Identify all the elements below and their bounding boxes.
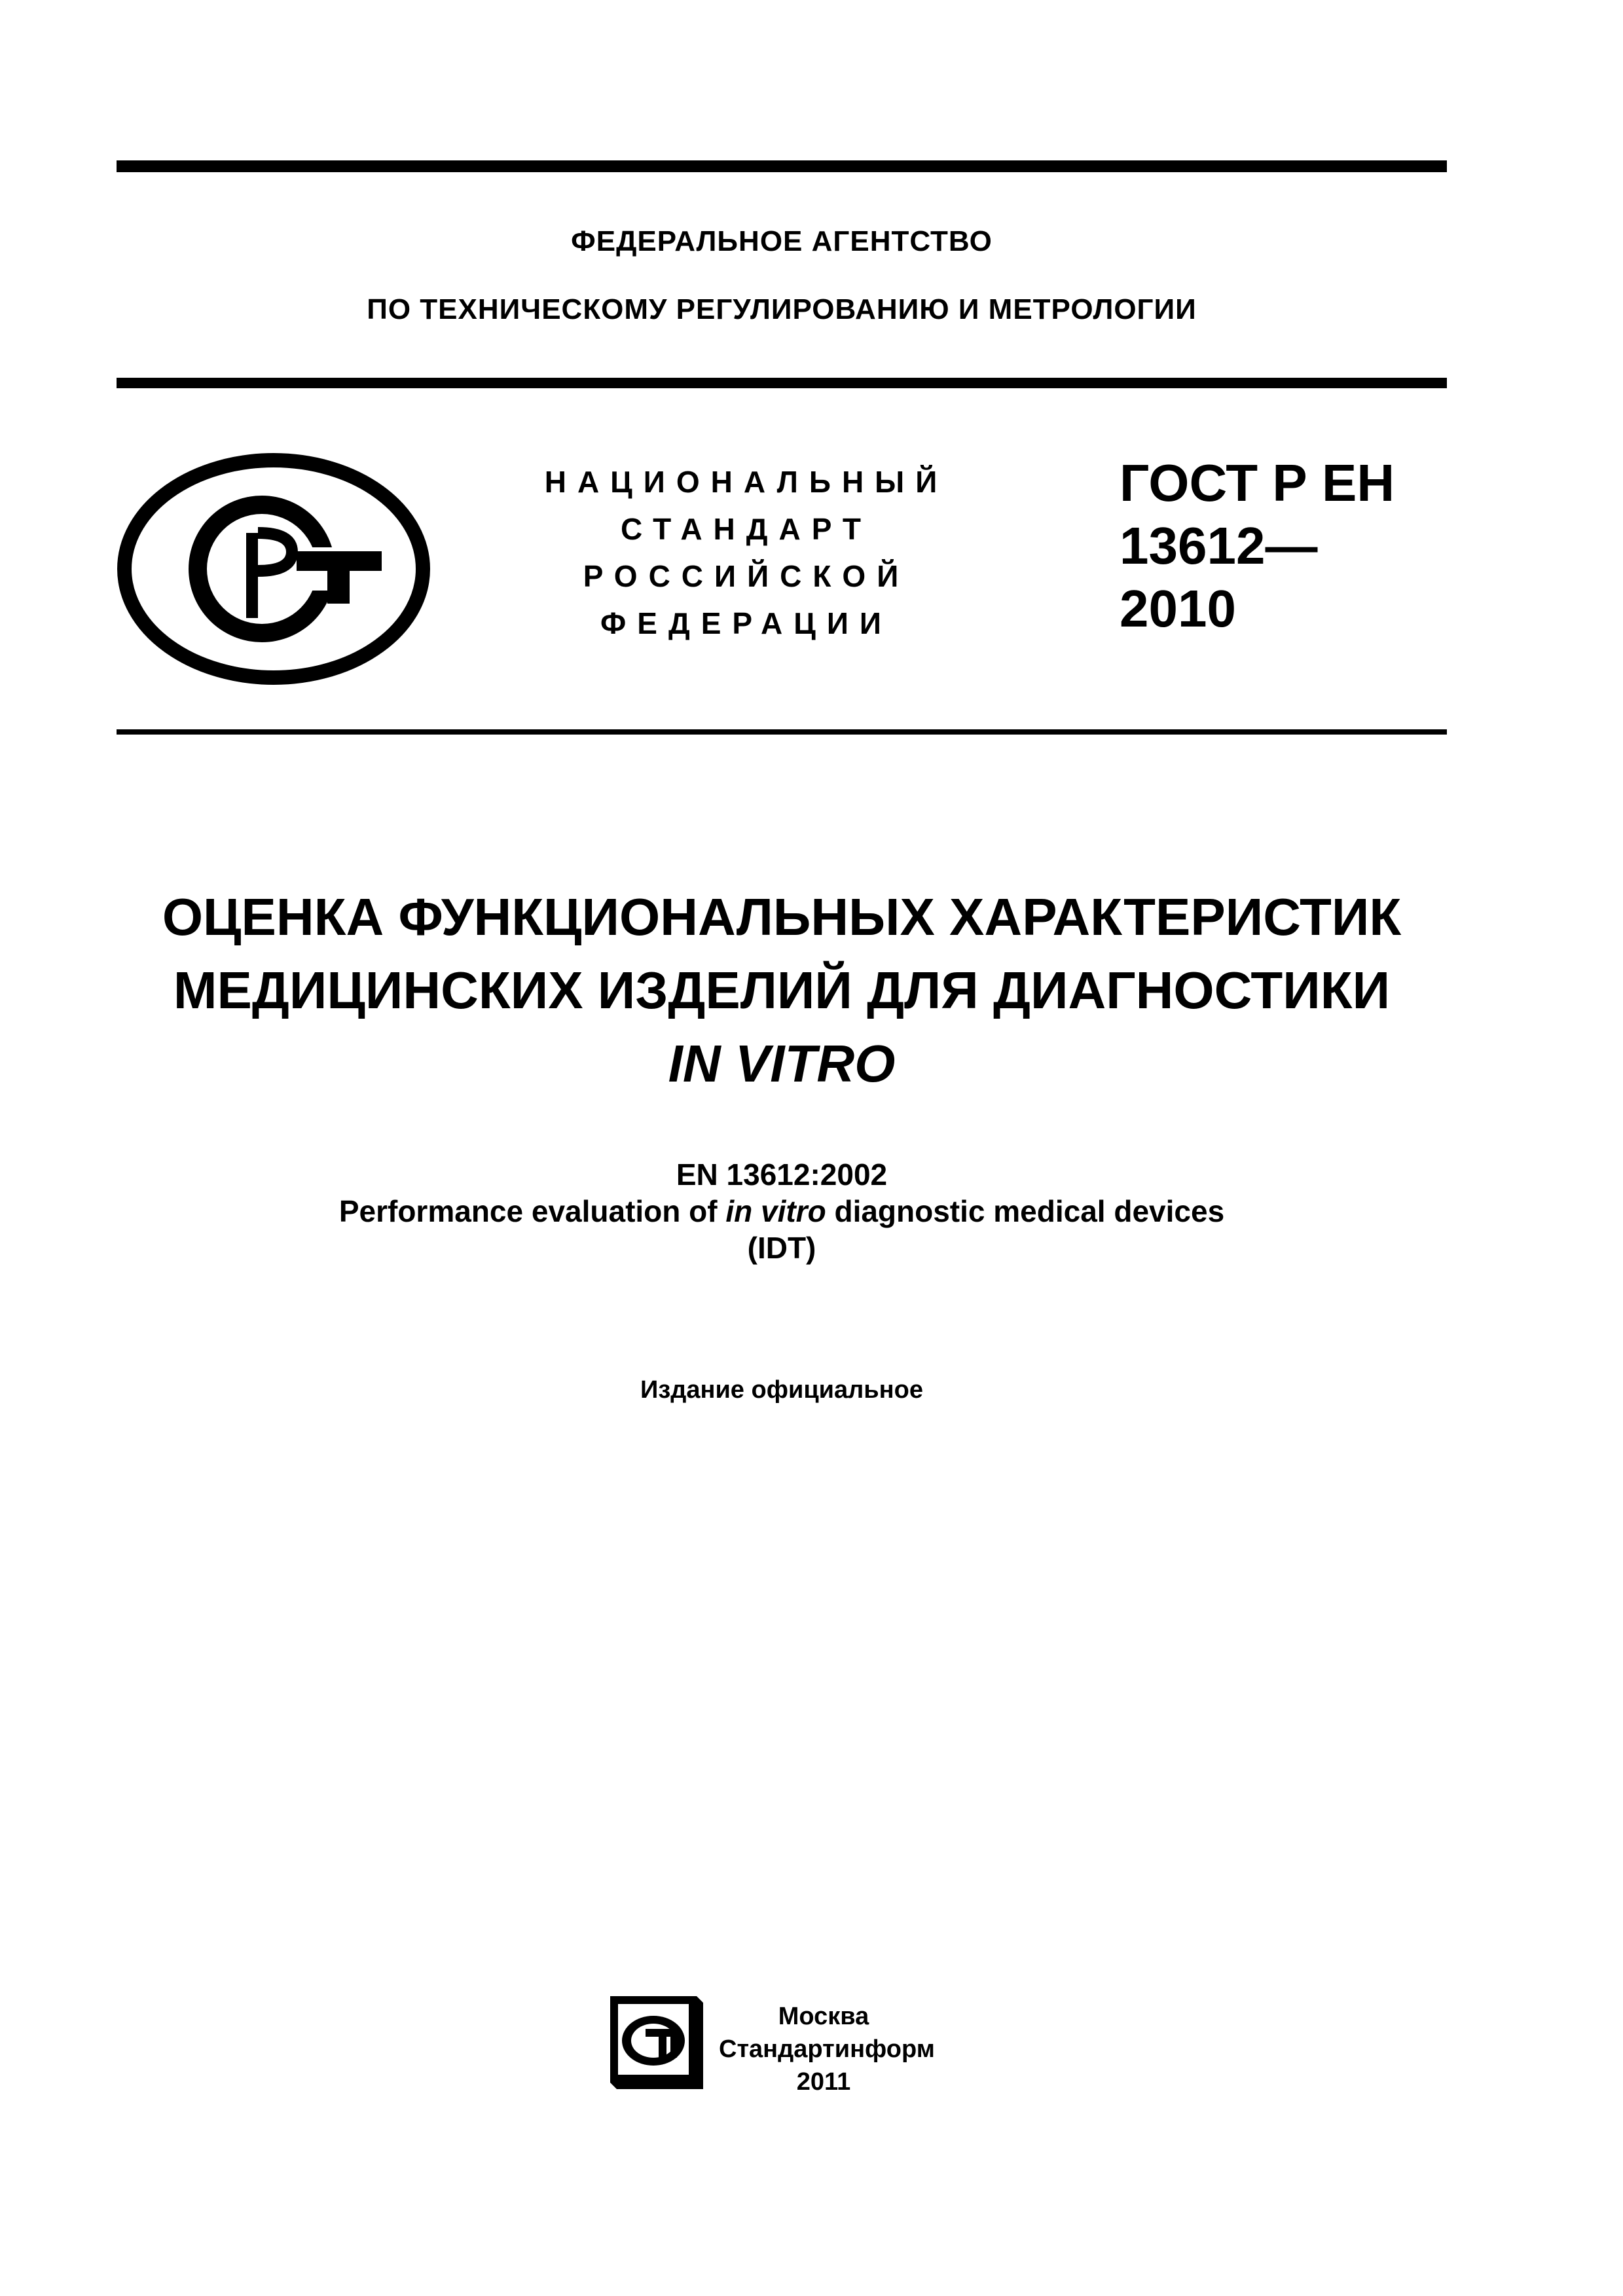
title-line-2: МЕДИЦИНСКИХ ИЗДЕЛИЙ ДЛЯ ДИАГНОСТИКИ	[173, 961, 1391, 1019]
agency-bottom-rule	[117, 378, 1447, 388]
publisher-name: Стандартинформ	[719, 2035, 935, 2063]
designation-line-3: 2010	[1120, 579, 1236, 638]
publisher-year: 2011	[796, 2068, 851, 2096]
source-standard-title: Performance evaluation of in vitro diagnostic medical devices	[338, 1194, 1225, 1228]
edition-label: Издание официальное	[640, 1376, 923, 1404]
document-title	[117, 881, 1447, 1101]
standartinform-logo-icon	[608, 1994, 706, 2092]
national-line-3: РОССИЙСКОЙ	[583, 559, 910, 593]
designation-line-1: ГОСТ Р ЕН	[1120, 454, 1395, 512]
title-line-1: ОЦЕНКА ФУНКЦИОНАЛЬНЫХ ХАРАКТЕРИСТИК	[162, 888, 1402, 946]
rst-logo-icon	[117, 452, 431, 686]
national-line-2: СТАНДАРТ	[621, 512, 872, 546]
top-rule	[117, 160, 1447, 172]
agency-line-2: ПО ТЕХНИЧЕСКОМУ РЕГУЛИРОВАНИЮ И МЕТРОЛОГИИ	[367, 293, 1197, 325]
title-line-3: IN VITRO	[668, 1034, 896, 1093]
source-standard	[117, 1156, 1447, 1266]
agency-line-1: ФЕДЕРАЛЬНОЕ АГЕНТСТВО	[571, 225, 993, 257]
designation-line-2: 13612—	[1120, 517, 1318, 575]
standard-designation	[1120, 452, 1395, 640]
source-standard-equivalence: (IDT)	[747, 1231, 816, 1265]
publisher-city: Москва	[778, 2003, 869, 2030]
national-standard-label	[511, 458, 982, 647]
national-line-4: ФЕДЕРАЦИИ	[600, 606, 892, 640]
source-standard-code: EN 13612:2002	[676, 1157, 888, 1192]
publisher-block	[719, 2000, 935, 2098]
header-bottom-rule	[117, 729, 1447, 735]
national-line-1: НАЦИОНАЛЬНЫЙ	[544, 465, 949, 499]
